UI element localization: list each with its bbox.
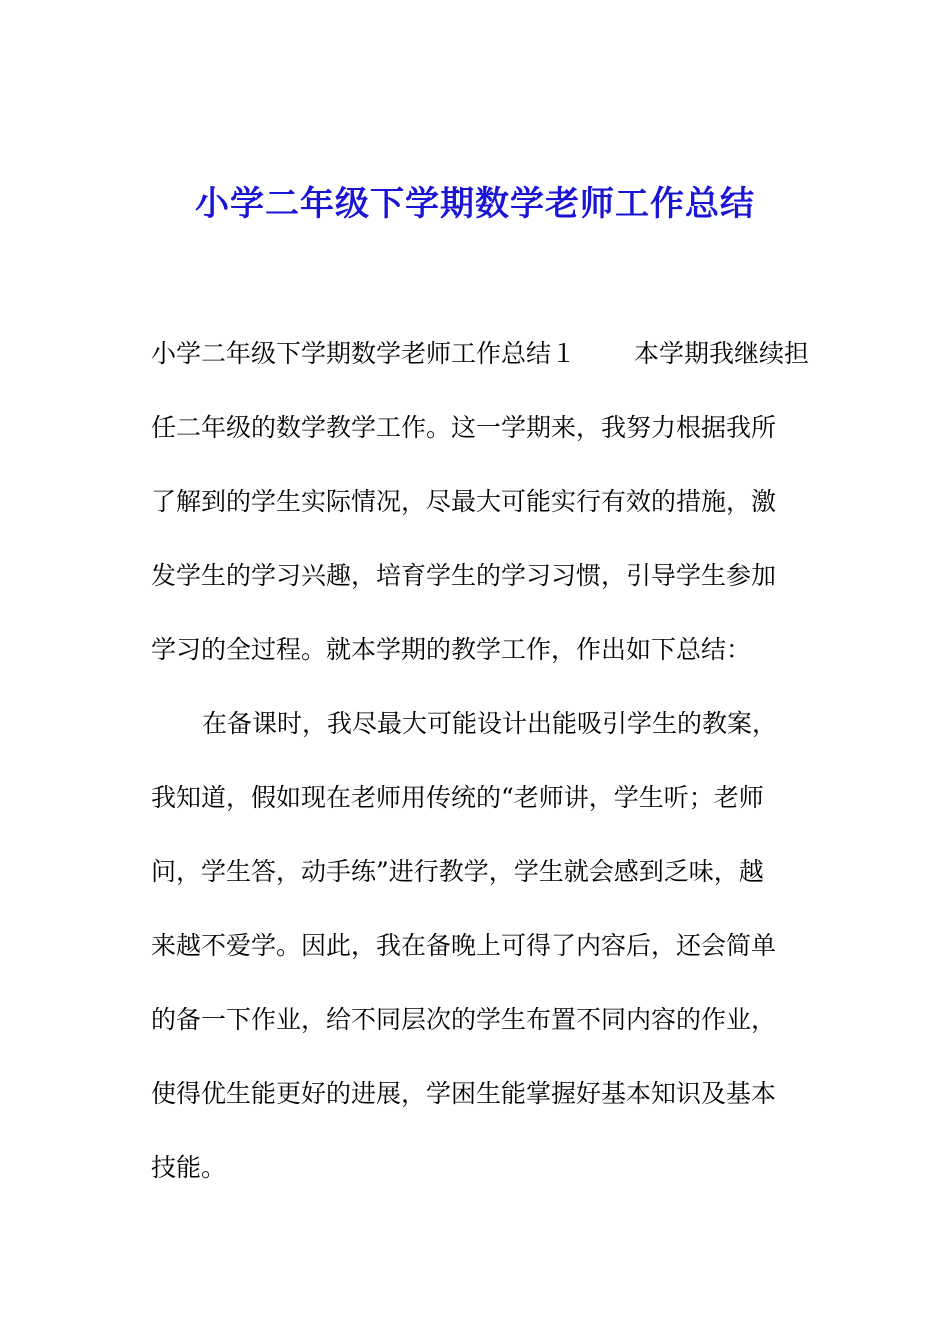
- paragraph-line: 发学生的学习兴趣，培育学生的学习习惯，引导学生参加: [151, 561, 777, 590]
- paragraph-line: 任二年级的数学教学工作。这一学期来，我努力根据我所: [151, 413, 777, 442]
- paragraph-line: 技能。: [151, 1153, 227, 1182]
- paragraph-text: 本学期我继续担: [634, 339, 810, 368]
- section-heading: 小学二年级下学期数学老师工作总结１: [151, 339, 577, 368]
- paragraph-line: 在备课时，我尽最大可能设计出能吸引学生的教案，: [202, 709, 778, 738]
- paragraph-line: 了解到的学生实际情况，尽最大可能实行有效的措施，激: [151, 487, 777, 516]
- paragraph-line: 我知道，假如现在老师用传统的“老师讲，学生听；老师: [151, 783, 764, 812]
- document-title: 小学二年级下学期数学老师工作总结: [195, 184, 755, 224]
- paragraph-line: 学习的全过程。就本学期的教学工作，作出如下总结：: [151, 635, 752, 664]
- paragraph-line: 的备一下作业，给不同层次的学生布置不同内容的作业，: [151, 1005, 777, 1034]
- paragraph-line: 使得优生能更好的进展，学困生能掌握好基本知识及基本: [151, 1079, 777, 1108]
- paragraph-line: [151, 336, 809, 372]
- paragraph-line: 问，学生答，动手练”进行教学，学生就会感到乏味，越: [151, 857, 764, 886]
- paragraph-line: 来越不爱学。因此，我在备晚上可得了内容后，还会简单: [151, 931, 777, 960]
